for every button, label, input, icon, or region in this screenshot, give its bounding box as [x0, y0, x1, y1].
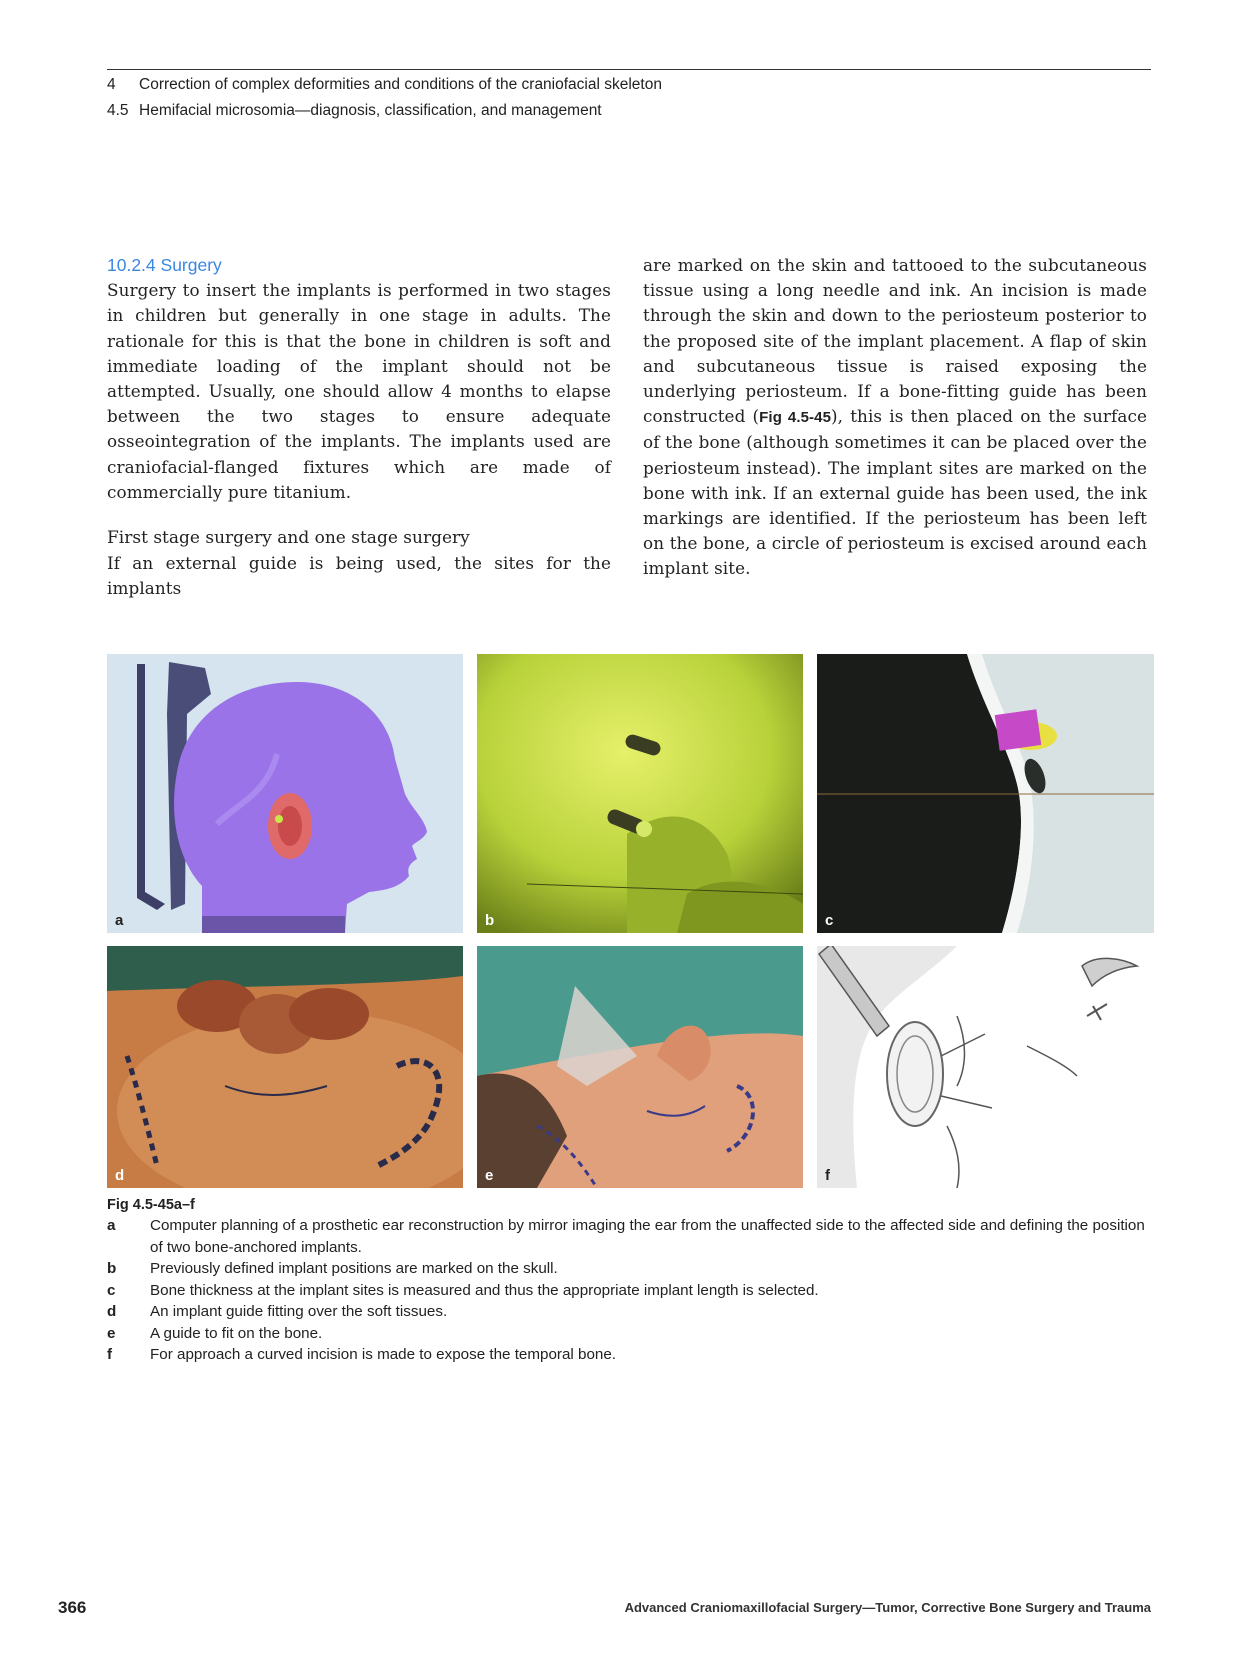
figure-panel-e [477, 946, 803, 1188]
caption-letter: b [107, 1260, 117, 1277]
panel-letter-b: b [485, 912, 495, 929]
caption-item [107, 1301, 1151, 1323]
figure-panel-d [107, 946, 463, 1188]
caption-letter: f [107, 1346, 113, 1363]
figure-panel-a [107, 654, 463, 933]
running-header-section [107, 102, 602, 120]
panel-letter-a: a [115, 912, 124, 929]
paragraph-first-stage: If an external guide is being used, the sites for the implants [107, 553, 611, 599]
caption-text: Previously defined implant positions are marked on the skull. [150, 1260, 558, 1277]
paragraph-continued [643, 253, 1147, 582]
paragraph-text-2: ), this is then placed on the surface of the bone (although sometimes it can be placed over the periosteum instead). The implant sites are marked on the bone with ink. If an external guide has been used, the ink markings are identified. If the periosteum has been left on the bone, a circle of periosteum is excised around each implant site. [643, 406, 1147, 579]
panel-a-illustration [107, 654, 463, 933]
caption-item [107, 1258, 1151, 1280]
caption-text: Bone thickness at the implant sites is measured and thus the appropriate implant length is selected. [150, 1281, 819, 1299]
chapter-number: 4 [107, 76, 116, 93]
body-column-left [107, 253, 611, 602]
caption-item [107, 1344, 1151, 1366]
panel-letter-d: d [115, 1167, 125, 1184]
caption-letter: c [107, 1281, 116, 1299]
caption-item [107, 1215, 1151, 1258]
caption-letter: e [107, 1324, 116, 1342]
caption-text: An implant guide fitting over the soft tissues. [150, 1303, 448, 1320]
caption-title: Fig 4.5-45a–f [107, 1197, 195, 1213]
figure-panel-b [477, 654, 803, 933]
section-title: Hemifacial microsomia—diagnosis, classification, and management [139, 102, 602, 119]
caption-item [107, 1323, 1151, 1345]
figure-caption [107, 1197, 1151, 1366]
page-number: 366 [58, 1598, 87, 1617]
caption-text: Computer planning of a prosthetic ear reconstruction by mirror imaging the ear from the unaffected side to the affected side and defining the position of two bone-anchored implants. [150, 1217, 1145, 1256]
paragraph-surgery: Surgery to insert the implants is performed in two stages in children but generally in one stage in adults. The rationale for this is that the bone in children is soft and immediate loading of the implant should not be attempted. Usually, one should allow 4 months to elapse between the two stages to ensure adequate osseointegration of the implants. The implants used are craniofacial-flanged fixtures which are made of commercially pure titanium. [107, 280, 611, 502]
caption-item [107, 1280, 1151, 1302]
figure-panel-c [817, 654, 1154, 933]
panel-d-illustration [107, 946, 463, 1188]
panel-letter-e: e [485, 1167, 494, 1184]
paragraph-text-1: are marked on the skin and tattooed to the subcutaneous tissue using a long needle and ink. An incision is made through the skin and down to the periosteum posterior to the proposed site of the implant placement. A flap of skin and subcutaneous tissue is raised exposing the underlying periosteum. If a bone-fitting guide has been constructed ( [643, 255, 1147, 427]
book-title: Advanced Craniomaxillofacial Surgery—Tumor, Corrective Bone Surgery and Trauma [624, 1600, 1151, 1615]
panel-b-illustration [477, 654, 803, 933]
body-column-right [643, 253, 1147, 582]
subheading-first-stage: First stage surgery and one stage surgery [107, 528, 470, 549]
panel-letter-f: f [825, 1167, 830, 1184]
header-rule [107, 69, 1151, 70]
panel-e-illustration [477, 946, 803, 1188]
caption-letter: d [107, 1303, 117, 1320]
panel-c-illustration [817, 654, 1154, 933]
chapter-title: Correction of complex deformities and conditions of the craniofacial skeleton [139, 76, 662, 93]
caption-text: A guide to fit on the bone. [150, 1324, 323, 1342]
section-number: 4.5 [107, 102, 129, 119]
panel-letter-c: c [825, 912, 834, 929]
section-heading: 10.2.4 Surgery [107, 255, 222, 275]
running-header-chapter [107, 76, 662, 94]
caption-letter: a [107, 1217, 116, 1234]
caption-text: For approach a curved incision is made to expose the temporal bone. [150, 1346, 617, 1363]
figure-panel-f [817, 946, 1154, 1188]
panel-f-illustration [817, 946, 1154, 1188]
figure-reference-link[interactable]: Fig 4.5-45 [759, 409, 832, 427]
